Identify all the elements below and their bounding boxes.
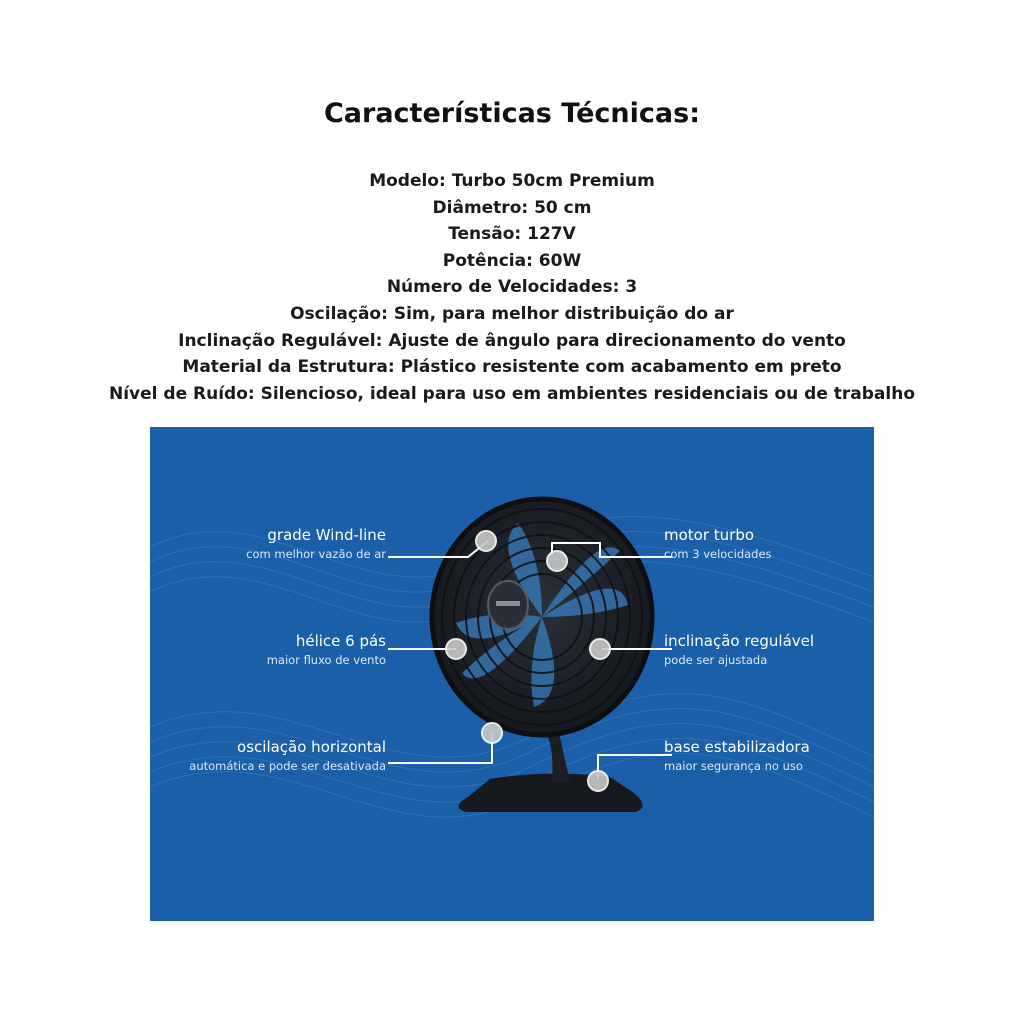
spec-item-material: Material da Estrutura: Plástico resistente com acabamento em preto <box>182 357 842 378</box>
feature-oscilacao-title: oscilação horizontal <box>237 738 386 756</box>
marker-oscilacao <box>482 723 502 743</box>
feature-inclinacao <box>664 631 814 669</box>
page-title: Características Técnicas: <box>323 98 700 129</box>
feature-motor <box>664 525 772 563</box>
feature-oscilacao <box>189 737 386 775</box>
spec-item-tensao: Tensão: 127V <box>448 224 576 245</box>
marker-helice <box>446 639 466 659</box>
spec-item-diametro: Diâmetro: 50 cm <box>432 197 592 218</box>
spec-item-ruido: Nível de Ruído: Silencioso, ideal para uso em ambientes residenciais ou de trabalho <box>109 383 915 404</box>
spec-item-inclinacao: Inclinação Regulável: Ajuste de ângulo para direcionamento do vento <box>178 330 846 351</box>
marker-inclinacao <box>590 639 610 659</box>
marker-grade <box>476 531 496 551</box>
fan-base <box>458 773 642 812</box>
spec-item-velocidades: Número de Velocidades: 3 <box>386 277 638 298</box>
feature-helice <box>267 631 386 669</box>
feature-motor-desc: com 3 velocidades <box>664 547 772 561</box>
feature-helice-desc: maior fluxo de vento <box>266 653 386 667</box>
feature-base <box>664 737 810 775</box>
marker-base <box>588 771 608 791</box>
feature-base-title: base estabilizadora <box>664 738 810 756</box>
feature-grade-title: grade Wind-line <box>267 526 386 544</box>
spec-item-oscilacao: Oscilação: Sim, para melhor distribuição do ar <box>290 303 734 324</box>
feature-helice-title: hélice 6 pás <box>295 632 386 650</box>
feature-base-desc: maior segurança no uso <box>664 759 803 773</box>
feature-motor-title: motor turbo <box>664 526 755 544</box>
feature-inclinacao-title: inclinação regulável <box>664 632 815 650</box>
marker-motor <box>547 551 567 571</box>
feature-grade <box>246 525 386 563</box>
feature-inclinacao-desc: pode ser ajustada <box>664 653 768 667</box>
feature-grade-desc: com melhor vazão de ar <box>246 547 386 561</box>
fan-illustration <box>150 427 874 921</box>
feature-oscilacao-desc: automática e pode ser desativada <box>189 759 386 773</box>
product-feature-panel <box>150 427 874 921</box>
spec-list <box>0 168 1024 407</box>
spec-item-modelo: Modelo: Turbo 50cm Premium <box>369 171 655 191</box>
fan-head <box>432 499 652 735</box>
spec-item-potencia: Potência: 60W <box>442 250 582 271</box>
